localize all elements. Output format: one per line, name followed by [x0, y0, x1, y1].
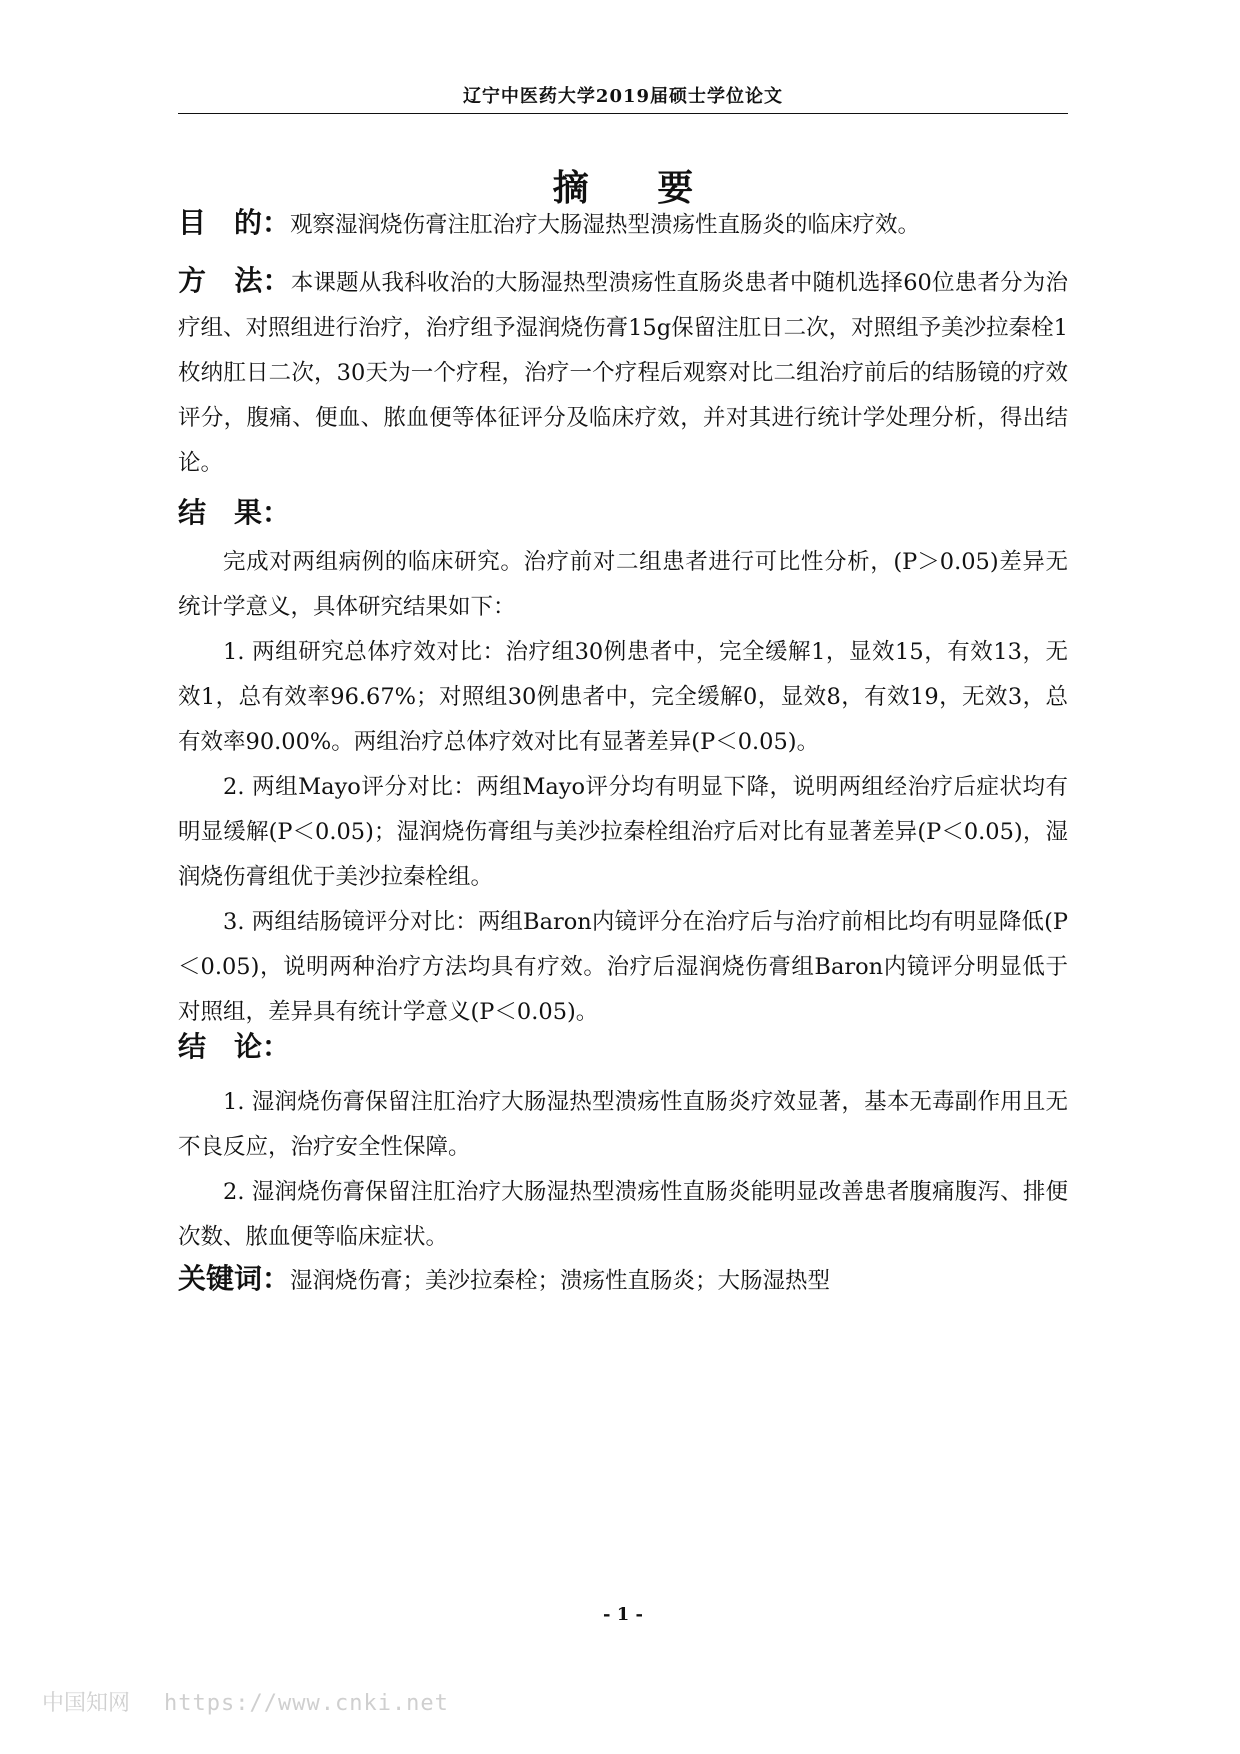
results-item-3: 3. 两组结肠镜评分对比：两组Baron内镜评分在治疗后与治疗前相比均有明显降低(P＜0.05)，说明两种治疗方法均具有疗效。治疗后湿润烧伤膏组Baron内镜评分明显低于对照组，差异具有统计学意义(P＜0.05)。 [178, 909, 1068, 1025]
watermark-site: 中国知网 [42, 1691, 131, 1716]
purpose-text: 观察湿润烧伤膏注肛治疗大肠湿热型溃疡性直肠炎的临床疗效。 [290, 212, 921, 238]
method-paragraph [178, 258, 1068, 486]
purpose-section [178, 200, 1068, 248]
method-label: 方 法： [178, 264, 291, 297]
conclusion-section [178, 1080, 1068, 1260]
purpose-paragraph [178, 200, 1068, 248]
conclusion-item-2: 2. 湿润烧伤膏保留注肛治疗大肠湿热型溃疡性直肠炎能明显改善患者腹痛腹泻、排便次数、脓血便等临床症状。 [178, 1179, 1068, 1250]
header-rule [178, 113, 1068, 114]
results-item-1: 1. 两组研究总体疗效对比：治疗组30例患者中，完全缓解1，显效15，有效13，无效1，总有效率96.67%；对照组30例患者中，完全缓解0，显效8，有效19，无效3，总有效率90.00%。两组治疗总体疗效对比有显著差异(P＜0.05)。 [178, 639, 1068, 755]
results-item-2: 2. 两组Mayo评分对比：两组Mayo评分均有明显下降，说明两组经治疗后症状均有明显缓解(P＜0.05)；湿润烧伤膏组与美沙拉秦栓组治疗后对比有显著差异(P＜0.05)，湿润烧伤膏组优于美沙拉秦栓组。 [178, 774, 1068, 890]
page-number: - 1 - [603, 1604, 643, 1625]
results-section-heading [178, 490, 1068, 538]
purpose-label: 目 的： [178, 206, 291, 239]
conclusion-section-heading [178, 1024, 1068, 1072]
keywords-paragraph [178, 1256, 1068, 1304]
keywords-text: 湿润烧伤膏；美沙拉秦栓；溃疡性直肠炎；大肠湿热型 [290, 1268, 831, 1294]
keywords-label: 关键词： [178, 1262, 291, 1295]
results-section [178, 540, 1068, 1035]
keywords-section [178, 1256, 1068, 1304]
page-title: 摘 要 [552, 168, 722, 209]
watermark [42, 1686, 449, 1717]
results-intro: 完成对两组病例的临床研究。治疗前对二组患者进行可比性分析，(P＞0.05)差异无统计学意义，具体研究结果如下： [178, 549, 1068, 620]
watermark-url: https://www.cnki.net [164, 1691, 449, 1716]
results-label: 结 果： [178, 496, 291, 529]
running-header: 辽宁中医药大学2019届硕士学位论文 [462, 86, 784, 107]
method-text: 本课题从我科收治的大肠湿热型溃疡性直肠炎患者中随机选择60位患者分为治疗组、对照组进行治疗，治疗组予湿润烧伤膏15g保留注肛日二次，对照组予美沙拉秦栓1枚纳肛日二次，30天为一个疗程，治疗一个疗程后观察对比二组治疗前后的结肠镜的疗效评分，腹痛、便血、脓血便等体征评分及临床疗效，并对其进行统计学处理分析，得出结论。 [178, 270, 1068, 476]
conclusion-item-1: 1. 湿润烧伤膏保留注肛治疗大肠湿热型溃疡性直肠炎疗效显著，基本无毒副作用且无不良反应，治疗安全性保障。 [178, 1089, 1068, 1160]
conclusion-label: 结 论： [178, 1030, 291, 1063]
method-section [178, 258, 1068, 486]
